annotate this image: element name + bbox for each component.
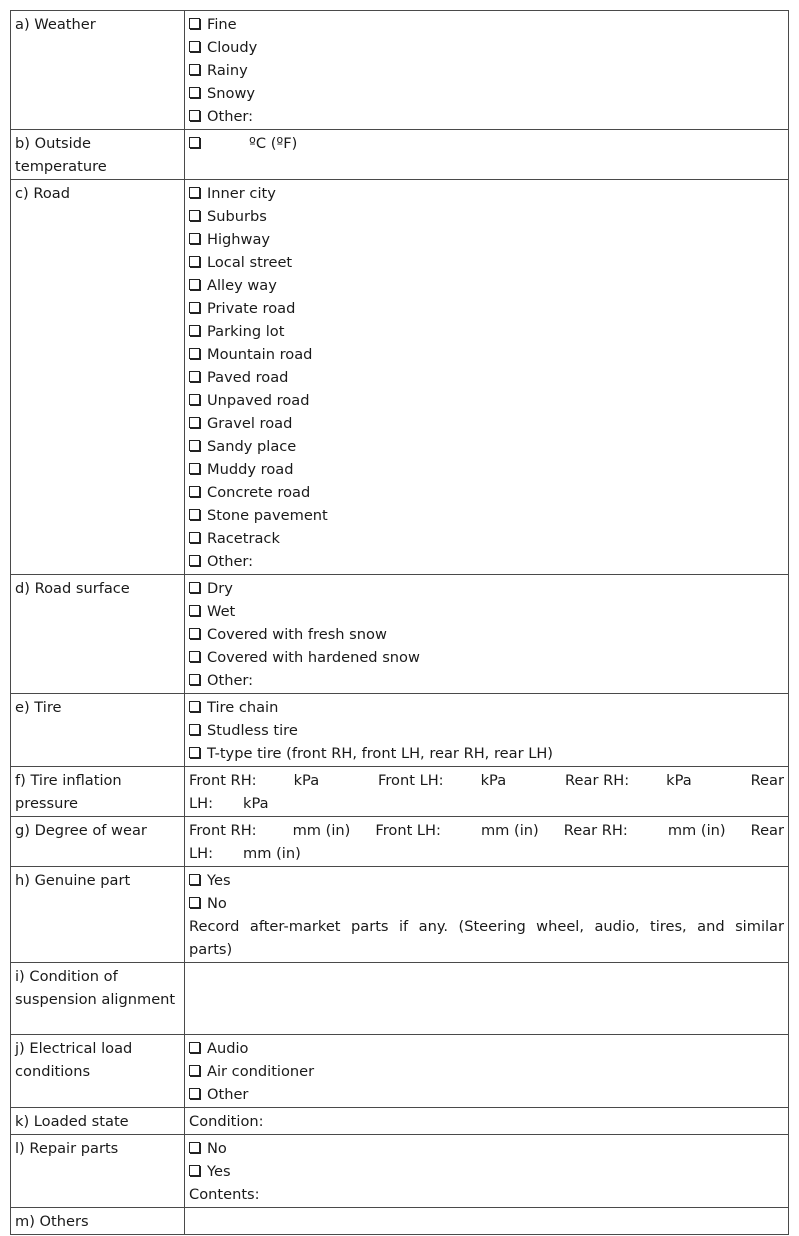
checkbox-icon[interactable] [189, 279, 200, 290]
checkbox-icon[interactable] [189, 532, 200, 543]
rear-lh-pressure-field[interactable]: LH: kPa [189, 795, 269, 812]
checkbox-icon[interactable] [189, 1088, 200, 1099]
wear-cell [185, 817, 789, 867]
temperature-field[interactable] [189, 132, 784, 155]
option-other[interactable]: Other [189, 1083, 784, 1106]
row-loaded-state [11, 1108, 789, 1135]
option-inner-city[interactable]: Inner city [189, 182, 784, 205]
row-label: c) Road [11, 180, 185, 575]
checkbox-icon[interactable] [189, 137, 200, 148]
checkbox-icon[interactable] [189, 210, 200, 221]
rear-lh-wear-field[interactable]: LH: mm (in) [189, 845, 301, 862]
option-local-street[interactable]: Local street [189, 251, 784, 274]
temperature-unit: ºC (ºF) [249, 135, 298, 152]
option-concrete-road[interactable]: Concrete road [189, 481, 784, 504]
row-degree-of-wear [11, 817, 789, 867]
option-muddy-road[interactable]: Muddy road [189, 458, 784, 481]
row-label: d) Road surface [11, 575, 185, 694]
row-tire-inflation-pressure [11, 767, 789, 817]
row-tire [11, 694, 789, 767]
row-label: j) Electrical load conditions [11, 1035, 185, 1108]
option-fine[interactable]: Fine [189, 13, 784, 36]
option-sandy-place[interactable]: Sandy place [189, 435, 784, 458]
option-racetrack[interactable]: Racetrack [189, 527, 784, 550]
options-cell [185, 11, 789, 130]
checkbox-icon[interactable] [189, 417, 200, 428]
checkbox-icon[interactable] [189, 256, 200, 267]
row-label: g) Degree of wear [11, 817, 185, 867]
pressure-cell [185, 767, 789, 817]
checkbox-icon[interactable] [189, 302, 200, 313]
checkbox-icon[interactable] [189, 1042, 200, 1053]
option-other[interactable]: Other: [189, 550, 784, 573]
front-lh-wear-field[interactable]: Front LH: mm (in) [375, 822, 539, 839]
row-label: l) Repair parts [11, 1135, 185, 1208]
option-stone-pavement[interactable]: Stone pavement [189, 504, 784, 527]
repair-contents-field[interactable]: Contents: [189, 1186, 260, 1203]
option-suburbs[interactable]: Suburbs [189, 205, 784, 228]
option-gravel-road[interactable]: Gravel road [189, 412, 784, 435]
temperature-cell [185, 130, 789, 180]
option-mountain-road[interactable]: Mountain road [189, 343, 784, 366]
options-cell [185, 575, 789, 694]
checkbox-icon[interactable] [189, 41, 200, 52]
row-weather [11, 11, 789, 130]
checkbox-icon[interactable] [189, 1165, 200, 1176]
option-rainy[interactable]: Rainy [189, 59, 784, 82]
checkbox-icon[interactable] [189, 18, 200, 29]
options-cell [185, 867, 789, 963]
checkbox-icon[interactable] [189, 325, 200, 336]
checkbox-icon[interactable] [189, 747, 200, 758]
row-road-surface [11, 575, 789, 694]
front-rh-wear-field[interactable]: Front RH: mm (in) [189, 822, 351, 839]
option-air-conditioner[interactable]: Air conditioner [189, 1060, 784, 1083]
option-private-road[interactable]: Private road [189, 297, 784, 320]
option-fresh-snow[interactable]: Covered with fresh snow [189, 623, 784, 646]
option-other[interactable]: Other: [189, 669, 784, 692]
checkbox-icon[interactable] [189, 394, 200, 405]
row-road [11, 180, 789, 575]
option-audio[interactable]: Audio [189, 1037, 784, 1060]
checkbox-icon[interactable] [189, 651, 200, 662]
after-market-note: Record after-market parts if any. (Steering wheel, audio, tires, and similar parts) [189, 918, 784, 958]
option-studless-tire[interactable]: Studless tire [189, 719, 784, 742]
checkbox-icon[interactable] [189, 701, 200, 712]
checkbox-icon[interactable] [189, 87, 200, 98]
row-label: h) Genuine part [11, 867, 185, 963]
checkbox-icon[interactable] [189, 440, 200, 451]
row-electrical-load [11, 1035, 789, 1108]
checkbox-icon[interactable] [189, 486, 200, 497]
others-field[interactable] [185, 1208, 789, 1235]
option-yes[interactable]: Yes [189, 869, 784, 892]
row-label: m) Others [11, 1208, 185, 1235]
row-label: a) Weather [11, 11, 185, 130]
checkbox-icon[interactable] [189, 1065, 200, 1076]
option-yes[interactable]: Yes [189, 1160, 784, 1183]
checkbox-icon[interactable] [189, 233, 200, 244]
options-cell [185, 180, 789, 575]
checkbox-icon[interactable] [189, 509, 200, 520]
front-lh-pressure-field[interactable]: Front LH: kPa [378, 772, 507, 789]
option-highway[interactable]: Highway [189, 228, 784, 251]
option-cloudy[interactable]: Cloudy [189, 36, 784, 59]
checkbox-icon[interactable] [189, 724, 200, 735]
row-others [11, 1208, 789, 1235]
option-no[interactable]: No [189, 1137, 784, 1160]
checkbox-icon[interactable] [189, 187, 200, 198]
row-label: f) Tire inflation pressure [11, 767, 185, 817]
row-repair-parts [11, 1135, 789, 1208]
row-outside-temperature [11, 130, 789, 180]
row-label: b) Outside temperature [11, 130, 185, 180]
row-label: e) Tire [11, 694, 185, 767]
suspension-alignment-field[interactable] [185, 963, 789, 1035]
option-tire-chain[interactable]: Tire chain [189, 696, 784, 719]
row-suspension-alignment [11, 963, 789, 1035]
options-cell [185, 1035, 789, 1108]
checkbox-icon[interactable] [189, 371, 200, 382]
row-genuine-part [11, 867, 789, 963]
checkbox-icon[interactable] [189, 1142, 200, 1153]
option-wet[interactable]: Wet [189, 600, 784, 623]
option-other[interactable]: Other: [189, 105, 784, 128]
checkbox-icon[interactable] [189, 874, 200, 885]
front-rh-pressure-field[interactable]: Front RH: kPa [189, 772, 320, 789]
loaded-condition-field[interactable]: Condition: [185, 1108, 789, 1135]
checkbox-icon[interactable] [189, 555, 200, 566]
vehicle-condition-form [10, 10, 789, 1235]
checkbox-icon[interactable] [189, 463, 200, 474]
option-unpaved-road[interactable]: Unpaved road [189, 389, 784, 412]
checkbox-icon[interactable] [189, 582, 200, 593]
options-cell [185, 694, 789, 767]
row-label: i) Condition of suspension alignment [11, 963, 185, 1035]
checkbox-icon[interactable] [189, 628, 200, 639]
option-dry[interactable]: Dry [189, 577, 784, 600]
rear-rh-wear-field[interactable]: Rear RH: mm (in) [563, 822, 726, 839]
option-no[interactable]: No [189, 892, 784, 915]
checkbox-icon[interactable] [189, 605, 200, 616]
option-snowy[interactable]: Snowy [189, 82, 784, 105]
option-parking-lot[interactable]: Parking lot [189, 320, 784, 343]
checkbox-icon[interactable] [189, 897, 200, 908]
rear-lh-label-start: Rear [750, 772, 784, 789]
option-t-type-tire[interactable]: T-type tire (front RH, front LH, rear RH, rear LH) [189, 742, 784, 765]
checkbox-icon[interactable] [189, 348, 200, 359]
rear-lh-label-start: Rear [750, 822, 784, 839]
row-label: k) Loaded state [11, 1108, 185, 1135]
checkbox-icon[interactable] [189, 64, 200, 75]
rear-rh-pressure-field[interactable]: Rear RH: kPa [565, 772, 692, 789]
options-cell [185, 1135, 789, 1208]
checkbox-icon[interactable] [189, 674, 200, 685]
option-alley-way[interactable]: Alley way [189, 274, 784, 297]
option-hardened-snow[interactable]: Covered with hardened snow [189, 646, 784, 669]
checkbox-icon[interactable] [189, 110, 200, 121]
option-paved-road[interactable]: Paved road [189, 366, 784, 389]
